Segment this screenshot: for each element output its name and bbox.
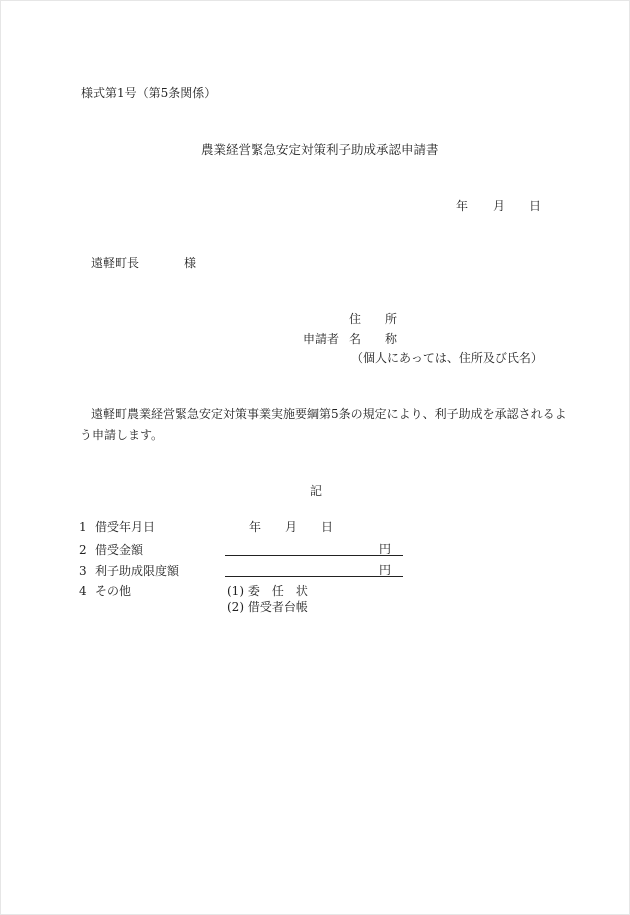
sub-item-power-of-attorney: (1) 委 任 状 <box>227 584 308 598</box>
item-day: 日 <box>321 520 334 534</box>
limit-blank-line <box>225 564 403 577</box>
item-number: 4 <box>79 584 87 598</box>
item-year: 年 <box>249 520 262 534</box>
form-number: 様式第1号（第5条関係） <box>81 86 217 100</box>
body-line-1: 遠軽町農業経営緊急安定対策事業実施要綱第5条の規定により、利子助成を承認されるよ <box>91 407 567 421</box>
date-month: 月 <box>493 199 506 213</box>
addressee-honorific: 様 <box>184 256 197 270</box>
body-line-2: う申請します。 <box>80 428 164 442</box>
addressee-name: 遠軽町長 <box>91 256 140 270</box>
item-month: 月 <box>285 520 298 534</box>
item-number: 3 <box>79 564 87 578</box>
address-label: 住 所 <box>349 312 398 326</box>
item-label: 利子助成限度額 <box>95 564 180 578</box>
amount-blank-line <box>225 543 403 556</box>
sub-item-borrower-ledger: (2) 借受者台帳 <box>227 600 308 614</box>
item-label: 借受年月日 <box>95 520 156 534</box>
item-unit: 円 <box>379 563 392 577</box>
item-label: 借受金額 <box>95 543 144 557</box>
ki-heading: 記 <box>310 484 323 498</box>
item-label: その他 <box>95 584 132 598</box>
date-year: 年 <box>456 199 469 213</box>
applicant-note: （個人にあっては、住所及び氏名） <box>351 351 543 365</box>
item-unit: 円 <box>379 542 392 556</box>
applicant-label: 申請者 <box>303 332 340 346</box>
date-day: 日 <box>529 199 542 213</box>
item-number: 1 <box>79 520 87 534</box>
document-title: 農業経営緊急安定対策利子助成承認申請書 <box>201 142 439 157</box>
name-label: 名 称 <box>349 332 398 346</box>
item-number: 2 <box>79 543 87 557</box>
